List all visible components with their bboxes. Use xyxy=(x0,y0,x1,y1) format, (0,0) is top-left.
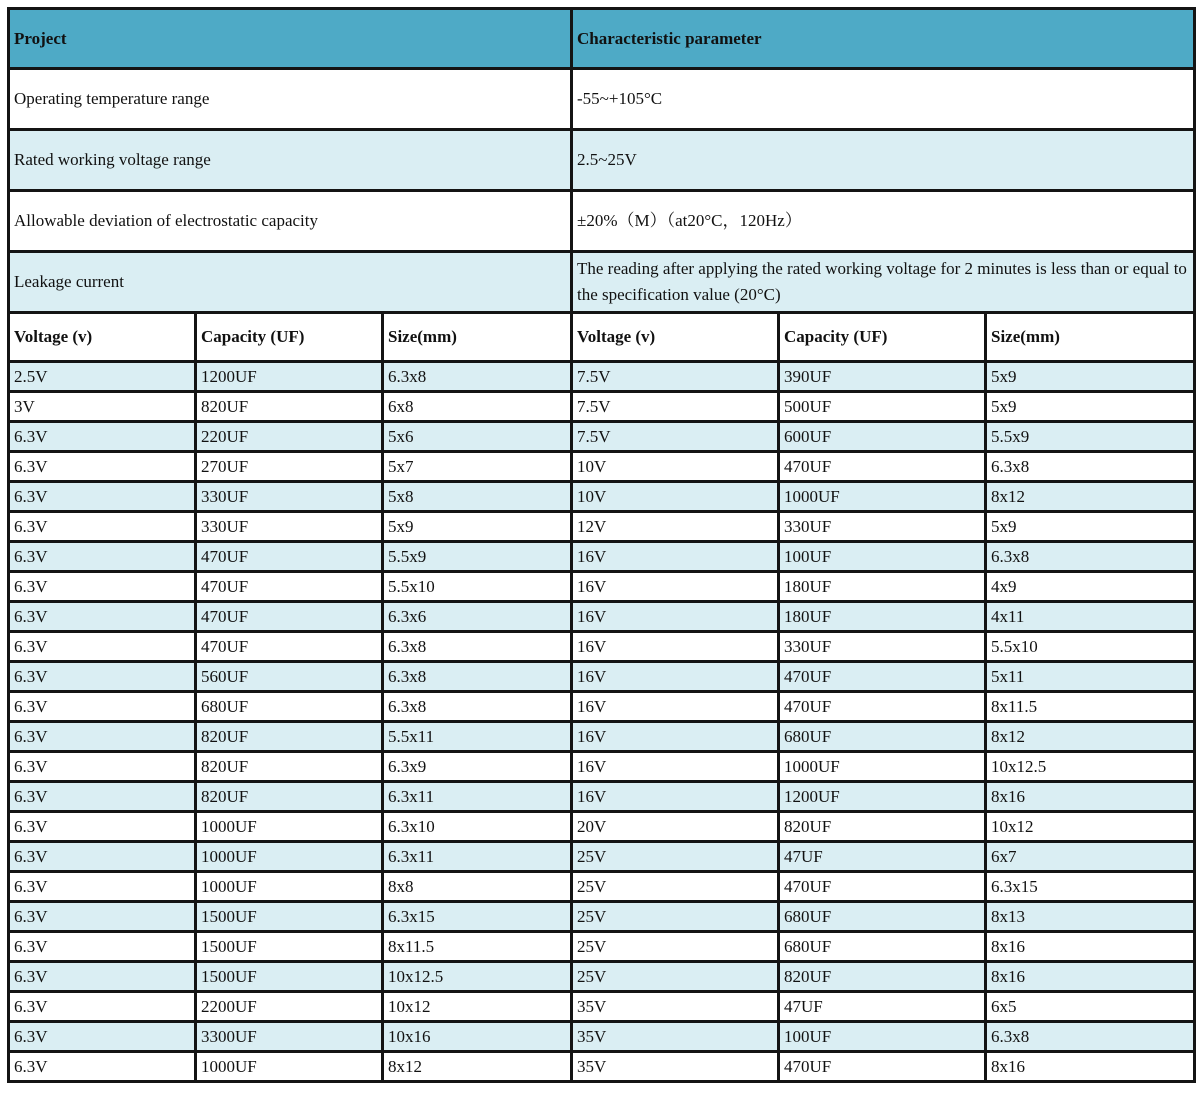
capacity-cell: 1500UF xyxy=(196,902,383,932)
table-row xyxy=(9,572,1195,602)
voltage-cell: 6.3V xyxy=(9,782,196,812)
capacity-cell: 500UF xyxy=(779,392,986,422)
table-row xyxy=(9,812,1195,842)
table-row xyxy=(9,482,1195,512)
size-cell: 8x12 xyxy=(383,1052,572,1082)
capacity-cell: 680UF xyxy=(196,692,383,722)
voltage-cell: 6.3V xyxy=(9,632,196,662)
size-cell: 10x16 xyxy=(383,1022,572,1052)
size-cell: 5x8 xyxy=(383,482,572,512)
capacity-cell: 820UF xyxy=(196,722,383,752)
size-cell: 6.3x8 xyxy=(383,632,572,662)
voltage-cell: 35V xyxy=(572,1022,779,1052)
voltage-cell: 7.5V xyxy=(572,392,779,422)
capacity-cell: 1200UF xyxy=(779,782,986,812)
voltage-cell: 6.3V xyxy=(9,512,196,542)
spec-label: Operating temperature range xyxy=(9,69,572,130)
table-header-row xyxy=(9,9,1195,69)
capacity-cell: 1000UF xyxy=(196,872,383,902)
capacity-cell: 3300UF xyxy=(196,1022,383,1052)
size-cell: 10x12 xyxy=(986,812,1195,842)
voltage-cell: 25V xyxy=(572,842,779,872)
size-cell: 8x12 xyxy=(986,722,1195,752)
voltage-cell: 16V xyxy=(572,752,779,782)
project-header: Project xyxy=(9,9,572,69)
table-row xyxy=(9,1052,1195,1082)
size-cell: 5x9 xyxy=(986,512,1195,542)
capacity-cell: 470UF xyxy=(196,572,383,602)
size-cell: 8x11.5 xyxy=(383,932,572,962)
voltage-cell: 6.3V xyxy=(9,902,196,932)
size-cell: 8x16 xyxy=(986,782,1195,812)
size-cell: 5x9 xyxy=(383,512,572,542)
table-row xyxy=(9,872,1195,902)
voltage-cell: 16V xyxy=(572,602,779,632)
capacity-cell: 1200UF xyxy=(196,362,383,392)
spec-value: 2.5~25V xyxy=(572,130,1195,191)
capacity-cell: 180UF xyxy=(779,572,986,602)
voltage-cell: 7.5V xyxy=(572,362,779,392)
size-cell: 5x7 xyxy=(383,452,572,482)
capacity-column-header: Capacity (UF) xyxy=(779,313,986,362)
voltage-cell: 6.3V xyxy=(9,692,196,722)
capacity-cell: 820UF xyxy=(779,812,986,842)
voltage-cell: 6.3V xyxy=(9,842,196,872)
capacity-cell: 680UF xyxy=(779,722,986,752)
voltage-cell: 6.3V xyxy=(9,482,196,512)
capacitor-spec-table xyxy=(7,7,1196,1083)
capacity-cell: 1000UF xyxy=(779,752,986,782)
voltage-cell: 10V xyxy=(572,482,779,512)
capacity-cell: 1000UF xyxy=(196,1052,383,1082)
capacity-cell: 820UF xyxy=(196,392,383,422)
spec-value: ±20%（M）（at20°C，120Hz） xyxy=(572,191,1195,252)
size-column-header: Size(mm) xyxy=(986,313,1195,362)
size-cell: 8x16 xyxy=(986,1052,1195,1082)
parameter-header: Characteristic parameter xyxy=(572,9,1195,69)
voltage-cell: 16V xyxy=(572,542,779,572)
voltage-cell: 16V xyxy=(572,782,779,812)
capacity-cell: 1000UF xyxy=(779,482,986,512)
voltage-column-header: Voltage (v) xyxy=(9,313,196,362)
voltage-cell: 6.3V xyxy=(9,962,196,992)
voltage-cell: 16V xyxy=(572,572,779,602)
size-cell: 10x12 xyxy=(383,992,572,1022)
voltage-cell: 6.3V xyxy=(9,932,196,962)
voltage-cell: 25V xyxy=(572,872,779,902)
voltage-cell: 20V xyxy=(572,812,779,842)
size-cell: 8x13 xyxy=(986,902,1195,932)
voltage-cell: 16V xyxy=(572,632,779,662)
capacity-cell: 680UF xyxy=(779,902,986,932)
capacity-cell: 470UF xyxy=(196,632,383,662)
size-cell: 5x11 xyxy=(986,662,1195,692)
table-row xyxy=(9,992,1195,1022)
voltage-cell: 6.3V xyxy=(9,422,196,452)
table-row xyxy=(9,602,1195,632)
capacity-cell: 470UF xyxy=(196,542,383,572)
voltage-cell: 6.3V xyxy=(9,602,196,632)
capacity-cell: 1000UF xyxy=(196,812,383,842)
voltage-cell: 6.3V xyxy=(9,752,196,782)
voltage-column-header: Voltage (v) xyxy=(572,313,779,362)
capacity-cell: 560UF xyxy=(196,662,383,692)
size-cell: 8x16 xyxy=(986,932,1195,962)
capacity-cell: 330UF xyxy=(779,632,986,662)
capacity-cell: 600UF xyxy=(779,422,986,452)
spec-value: -55~+105°C xyxy=(572,69,1195,130)
capacity-cell: 270UF xyxy=(196,452,383,482)
capacity-cell: 330UF xyxy=(196,512,383,542)
size-cell: 6.3x15 xyxy=(986,872,1195,902)
size-cell: 8x8 xyxy=(383,872,572,902)
capacity-cell: 820UF xyxy=(779,962,986,992)
size-cell: 5x9 xyxy=(986,362,1195,392)
capacity-cell: 820UF xyxy=(196,752,383,782)
voltage-cell: 6.3V xyxy=(9,812,196,842)
capacity-cell: 390UF xyxy=(779,362,986,392)
size-cell: 6.3x11 xyxy=(383,782,572,812)
table-row xyxy=(9,392,1195,422)
size-cell: 5.5x10 xyxy=(986,632,1195,662)
capacity-cell: 820UF xyxy=(196,782,383,812)
voltage-cell: 7.5V xyxy=(572,422,779,452)
size-cell: 6.3x8 xyxy=(986,452,1195,482)
size-cell: 6.3x8 xyxy=(986,542,1195,572)
size-cell: 6.3x8 xyxy=(383,362,572,392)
voltage-cell: 12V xyxy=(572,512,779,542)
table-row xyxy=(9,362,1195,392)
table-row xyxy=(9,722,1195,752)
spec-label: Allowable deviation of electrostatic capacity xyxy=(9,191,572,252)
size-cell: 6.3x11 xyxy=(383,842,572,872)
size-cell: 8x11.5 xyxy=(986,692,1195,722)
table-row xyxy=(9,512,1195,542)
size-cell: 5.5x9 xyxy=(986,422,1195,452)
capacity-cell: 470UF xyxy=(779,662,986,692)
size-cell: 4x9 xyxy=(986,572,1195,602)
table-row xyxy=(9,662,1195,692)
voltage-cell: 2.5V xyxy=(9,362,196,392)
spec-row xyxy=(9,69,1195,130)
capacity-cell: 330UF xyxy=(779,512,986,542)
table-row xyxy=(9,932,1195,962)
capacity-cell: 2200UF xyxy=(196,992,383,1022)
capacity-cell: 470UF xyxy=(196,602,383,632)
size-column-header: Size(mm) xyxy=(383,313,572,362)
voltage-cell: 10V xyxy=(572,452,779,482)
size-cell: 5x6 xyxy=(383,422,572,452)
spec-row xyxy=(9,252,1195,313)
capacity-cell: 470UF xyxy=(779,872,986,902)
table-row xyxy=(9,752,1195,782)
voltage-cell: 6.3V xyxy=(9,452,196,482)
voltage-cell: 6.3V xyxy=(9,1022,196,1052)
voltage-cell: 25V xyxy=(572,962,779,992)
spec-label: Rated working voltage range xyxy=(9,130,572,191)
voltage-cell: 6.3V xyxy=(9,662,196,692)
spec-value: The reading after applying the rated working voltage for 2 minutes is less than or equal to the specification value (20°C) xyxy=(572,252,1195,313)
size-cell: 6.3x8 xyxy=(383,662,572,692)
capacity-cell: 180UF xyxy=(779,602,986,632)
capacity-column-header: Capacity (UF) xyxy=(196,313,383,362)
voltage-cell: 16V xyxy=(572,692,779,722)
size-cell: 6x8 xyxy=(383,392,572,422)
column-header-row xyxy=(9,313,1195,362)
capacity-cell: 1500UF xyxy=(196,962,383,992)
table-row xyxy=(9,542,1195,572)
size-cell: 5.5x10 xyxy=(383,572,572,602)
size-cell: 6.3x6 xyxy=(383,602,572,632)
voltage-cell: 6.3V xyxy=(9,1052,196,1082)
table-row xyxy=(9,962,1195,992)
table-row xyxy=(9,452,1195,482)
size-cell: 6.3x15 xyxy=(383,902,572,932)
size-cell: 4x11 xyxy=(986,602,1195,632)
table-row xyxy=(9,842,1195,872)
voltage-cell: 25V xyxy=(572,932,779,962)
size-cell: 6.3x9 xyxy=(383,752,572,782)
capacity-cell: 1500UF xyxy=(196,932,383,962)
size-cell: 6x7 xyxy=(986,842,1195,872)
table-row xyxy=(9,692,1195,722)
voltage-cell: 6.3V xyxy=(9,572,196,602)
table-row xyxy=(9,1022,1195,1052)
capacity-cell: 470UF xyxy=(779,692,986,722)
size-cell: 8x12 xyxy=(986,482,1195,512)
capacity-cell: 470UF xyxy=(779,1052,986,1082)
table-row xyxy=(9,902,1195,932)
size-cell: 5.5x9 xyxy=(383,542,572,572)
size-cell: 5.5x11 xyxy=(383,722,572,752)
voltage-cell: 6.3V xyxy=(9,542,196,572)
spec-label: Leakage current xyxy=(9,252,572,313)
voltage-cell: 16V xyxy=(572,722,779,752)
table-row xyxy=(9,422,1195,452)
voltage-cell: 35V xyxy=(572,992,779,1022)
size-cell: 5x9 xyxy=(986,392,1195,422)
size-cell: 6x5 xyxy=(986,992,1195,1022)
size-cell: 10x12.5 xyxy=(986,752,1195,782)
size-cell: 10x12.5 xyxy=(383,962,572,992)
table-row xyxy=(9,782,1195,812)
size-cell: 6.3x8 xyxy=(383,692,572,722)
capacity-cell: 220UF xyxy=(196,422,383,452)
capacity-cell: 100UF xyxy=(779,1022,986,1052)
capacity-cell: 47UF xyxy=(779,992,986,1022)
voltage-cell: 3V xyxy=(9,392,196,422)
voltage-cell: 6.3V xyxy=(9,722,196,752)
spec-row xyxy=(9,191,1195,252)
capacity-cell: 47UF xyxy=(779,842,986,872)
voltage-cell: 35V xyxy=(572,1052,779,1082)
capacity-cell: 100UF xyxy=(779,542,986,572)
voltage-cell: 6.3V xyxy=(9,992,196,1022)
size-cell: 8x16 xyxy=(986,962,1195,992)
capacity-cell: 1000UF xyxy=(196,842,383,872)
size-cell: 6.3x8 xyxy=(986,1022,1195,1052)
size-cell: 6.3x10 xyxy=(383,812,572,842)
table-row xyxy=(9,632,1195,662)
spec-row xyxy=(9,130,1195,191)
voltage-cell: 16V xyxy=(572,662,779,692)
capacity-cell: 470UF xyxy=(779,452,986,482)
voltage-cell: 25V xyxy=(572,902,779,932)
voltage-cell: 6.3V xyxy=(9,872,196,902)
capacity-cell: 680UF xyxy=(779,932,986,962)
capacity-cell: 330UF xyxy=(196,482,383,512)
